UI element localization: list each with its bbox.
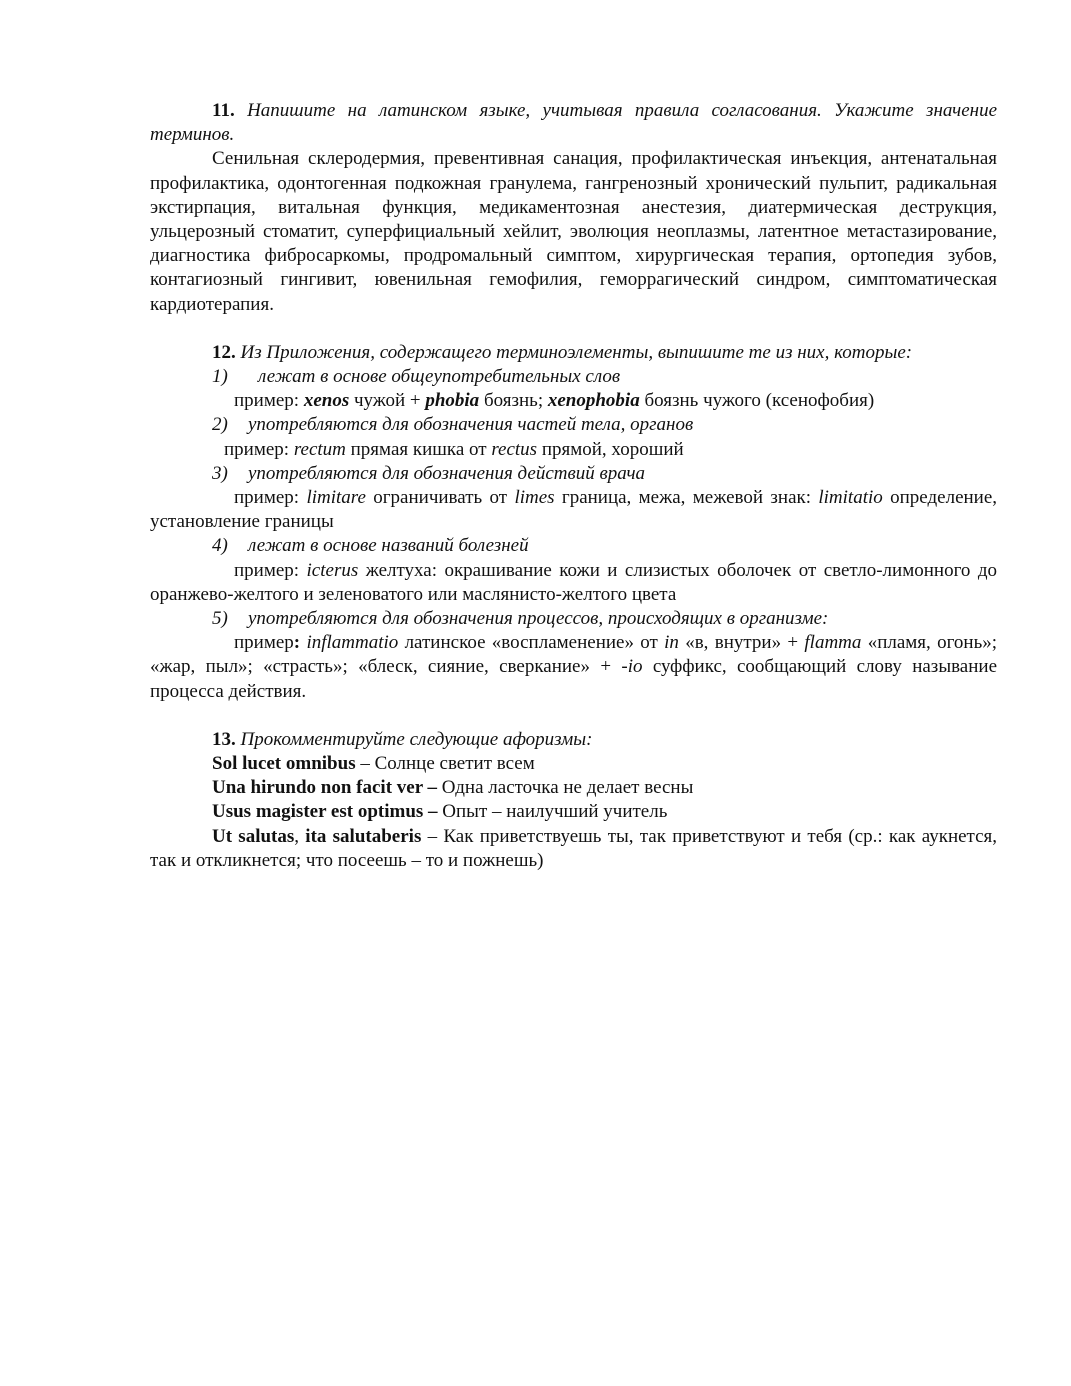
aphorism-dash: – xyxy=(423,801,443,823)
translation: прямой, хороший xyxy=(537,438,684,460)
latin-term: limes xyxy=(514,487,555,509)
task-prompt: Прокомментируйте следующие афоризмы: xyxy=(240,728,593,750)
latin-term: rectus xyxy=(491,438,538,460)
task-11-terms: Сенильная склеродермия, превентивная санация, профилактическая инъекция, антенатальная профилактика, одонтогенная подкожная гранулема, гангренозный хронический пульпит, радикальная экстирпация, витальная функция, медикаментозная анестезия, диатермическая деструкция, ульцерозный стоматит, суперфициальный хейлит, эволюция неоплазмы, латентное метастазирование, диагностика фибросаркомы, продромальный симптом, хирургическая терапия, ортопедия зубов, контагиозный гингивит, ювенильная гемофилия, геморрагический синдром, симптоматическая кардиотерапия. xyxy=(150,148,997,315)
latin-term: -io xyxy=(621,656,643,678)
translation: латинское «воспламенение» от xyxy=(398,632,665,654)
list-item-number: 3) xyxy=(212,462,228,484)
translation: граница, межа, межевой знак: xyxy=(554,487,819,509)
task-prompt: Напишите на латинском языке, учитывая правила согласования. Укажите значение терминов. xyxy=(150,100,998,146)
example-label: пример: xyxy=(234,487,300,509)
list-item xyxy=(150,607,997,631)
list-item-number: 4) xyxy=(212,535,228,557)
list-item-text: лежат в основе общеупотребительных слов xyxy=(258,366,621,388)
list-item xyxy=(150,413,997,437)
list-item-text: употребляются для обозначения действий врача xyxy=(248,462,646,484)
latin-term: flamma xyxy=(804,632,862,654)
translation: боязнь; xyxy=(479,390,548,412)
list-item-number: 1) xyxy=(212,366,228,388)
latin-term: in xyxy=(664,632,679,654)
example-colon: : xyxy=(293,632,301,654)
example-label: пример: xyxy=(234,559,300,581)
example-line xyxy=(150,438,997,462)
latin-term: rectum xyxy=(293,438,346,460)
list-item-text: употребляются для обозначения частей тела, органов xyxy=(248,414,694,436)
task-11-heading xyxy=(150,99,997,147)
task-number: 13. xyxy=(212,728,236,750)
aphorism xyxy=(150,825,997,873)
aphorism-translation: Солнце светит всем xyxy=(374,753,535,775)
example-label: пример: xyxy=(234,390,300,412)
aphorism-latin: Sol lucet omnibus xyxy=(212,753,356,775)
list-item-text: употребляются для обозначения процессов, происходящих в организме: xyxy=(248,608,829,630)
example-line xyxy=(150,559,997,607)
latin-term: phobia xyxy=(425,390,480,412)
translation: суффикс, сообщающий слову называние процесса действия. xyxy=(150,656,998,702)
aphorism xyxy=(150,752,997,776)
aphorism xyxy=(150,800,997,824)
task-number: 12. xyxy=(212,341,236,363)
latin-term: xenos xyxy=(303,390,350,412)
task-prompt: Из Приложения, содержащего терминоэлементы, выпишите те из них, которые: xyxy=(240,341,913,363)
latin-term: limitatio xyxy=(818,487,883,509)
task-number: 11. xyxy=(212,100,235,121)
latin-term: limitare xyxy=(306,487,366,509)
translation: боязнь чужого (ксенофобия) xyxy=(639,390,875,412)
aphorism-dash: – xyxy=(421,825,444,847)
aphorism-latin: ita salutaberis xyxy=(305,825,422,847)
translation: чужой + xyxy=(349,390,426,412)
translation: желтуха: окрашивание кожи и слизистых оболочек от светло-лимонного до оранжево-желтого и зеленоватого или маслянисто-желтого цвета xyxy=(150,559,998,605)
aphorism-latin: Una hirundo non facit ver xyxy=(212,777,423,799)
aphorism-comma: , xyxy=(294,825,306,847)
example-line xyxy=(150,389,997,413)
list-item-number: 2) xyxy=(212,414,228,436)
example-line xyxy=(150,486,997,534)
aphorism-dash: – xyxy=(355,753,375,775)
task-12-heading xyxy=(150,341,997,365)
list-item xyxy=(150,534,997,558)
translation: прямая кишка от xyxy=(345,438,492,460)
document-page xyxy=(150,99,997,873)
translation: определение, установление границы xyxy=(150,487,998,533)
translation: ограничивать от xyxy=(365,487,515,509)
aphorism-latin: Usus magister est optimus xyxy=(212,801,424,823)
aphorism-latin: Ut salutas xyxy=(212,825,295,847)
list-item xyxy=(150,365,997,389)
list-item xyxy=(150,462,997,486)
list-item-text: лежат в основе названий болезней xyxy=(248,535,529,557)
example-label: пример xyxy=(234,632,294,654)
aphorism xyxy=(150,776,997,800)
aphorism-translation: Опыт – наилучший учитель xyxy=(442,801,668,823)
task-13-heading xyxy=(150,728,997,752)
latin-term: inflammatio xyxy=(306,632,399,654)
translation: «пламя, огонь»; «жар, пыл»; «страсть»; «блеск, сияние, сверкание» + xyxy=(150,632,998,678)
aphorism-translation: Как приветствуешь ты, так приветствуют и тебя (ср.: как аукнется, так и откликнется; что посеешь – то и пожнешь) xyxy=(150,825,998,871)
translation: «в, внутри» + xyxy=(678,632,805,654)
example-line xyxy=(150,631,997,704)
example-label: пример: xyxy=(224,438,290,460)
spacer xyxy=(150,704,997,728)
list-item-number: 5) xyxy=(212,608,228,630)
aphorism-dash: – xyxy=(422,777,442,799)
spacer xyxy=(150,317,997,341)
aphorism-translation: Одна ласточка не делает весны xyxy=(441,777,694,799)
latin-term: icterus xyxy=(306,559,359,581)
latin-term: xenophobia xyxy=(547,390,640,412)
